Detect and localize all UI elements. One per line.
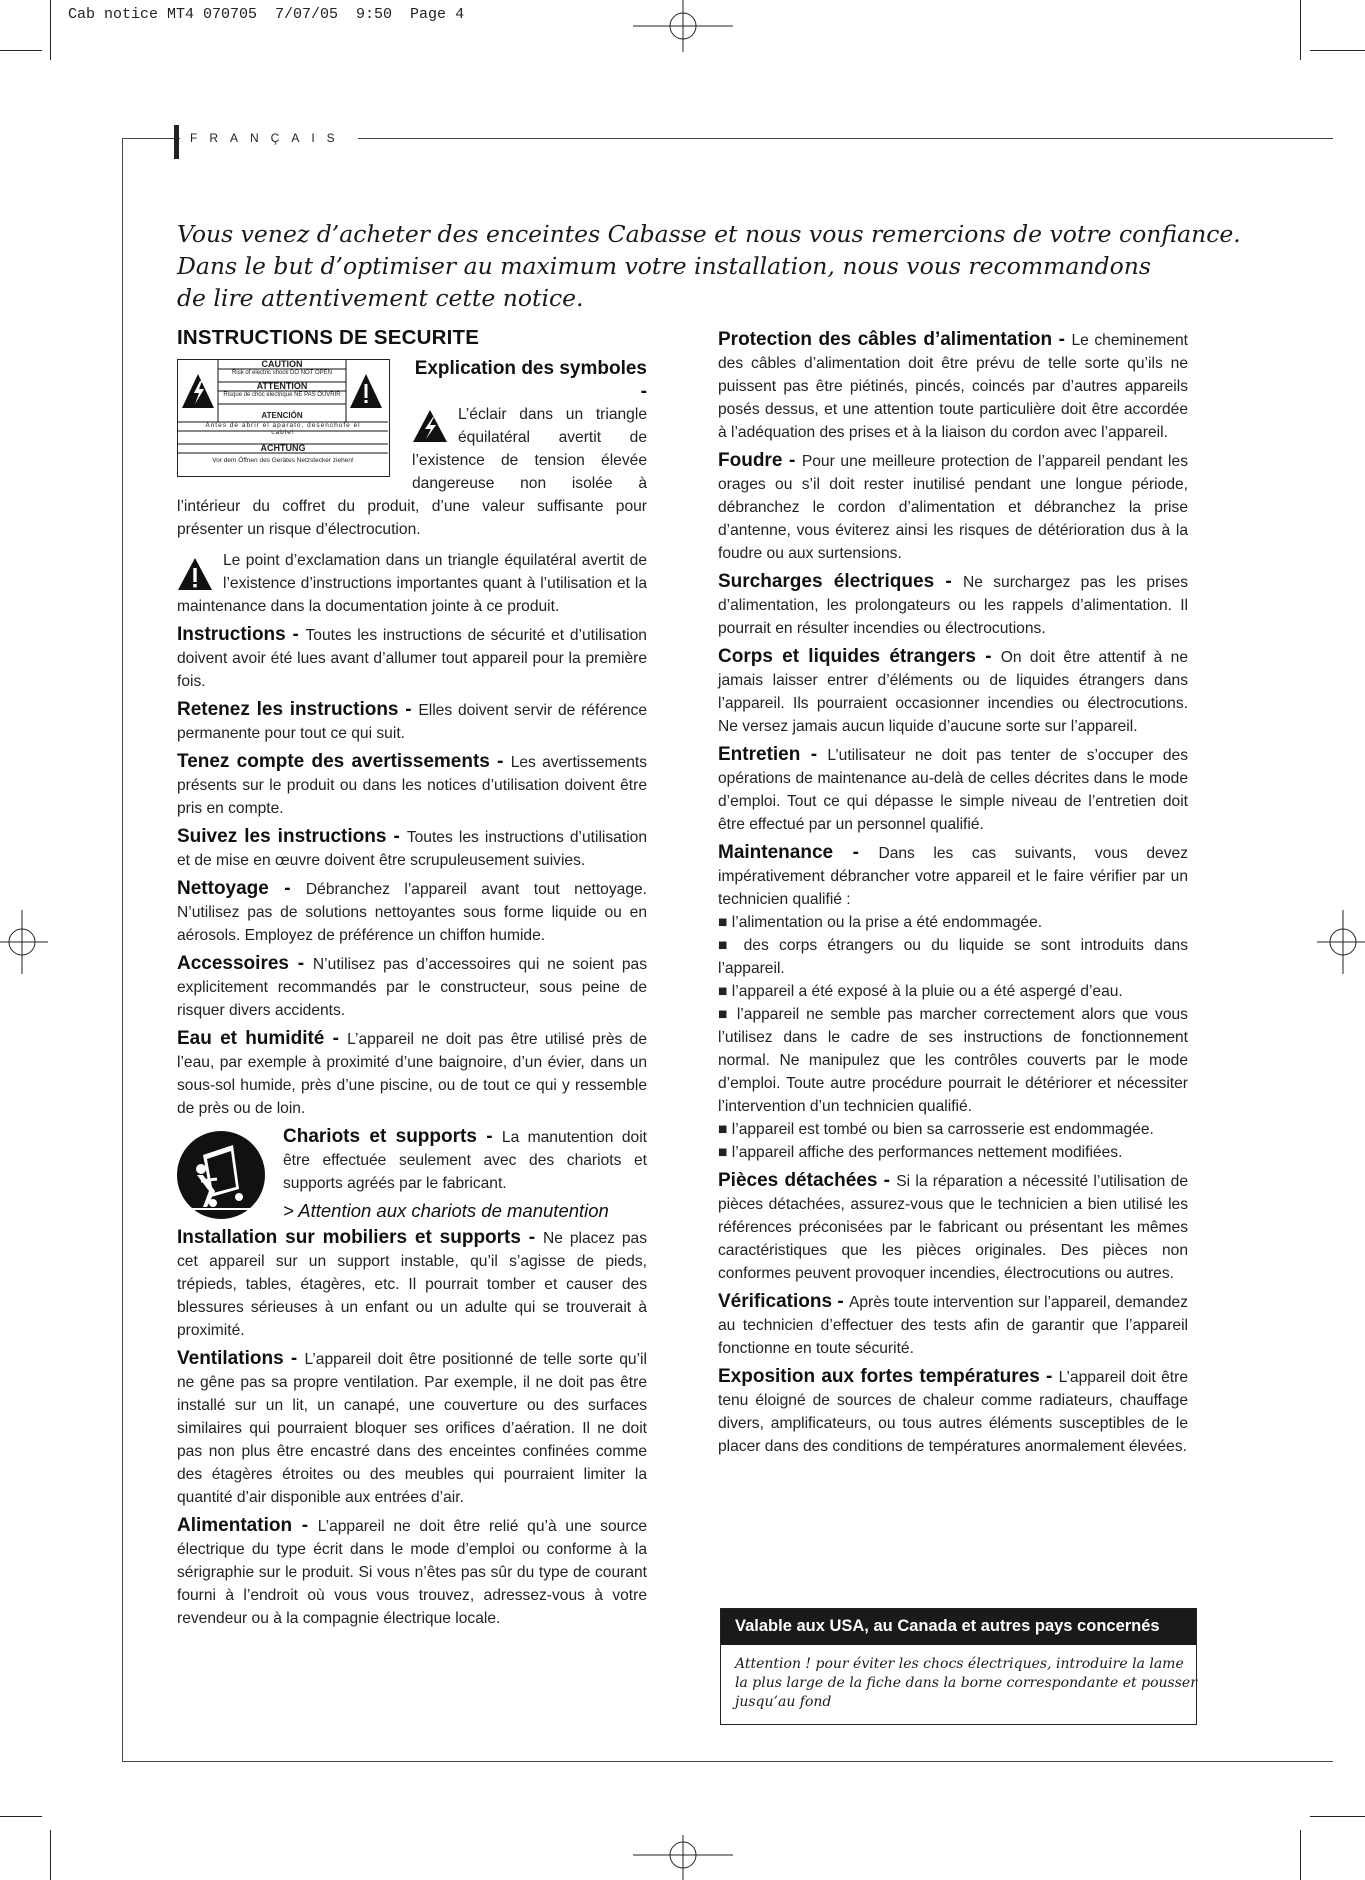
section-cables: Protection des câbles d’alimentation - Le cheminement des câbles d’alimentation doit être prévu de telle sorte qu’ils ne puissent pas être piétinés, pincés, coincés par d’autres appareils posés dessus, et une attention toute particulière doit être accordée à l’adéquation des prises et à la liaison du cordon avec l’appareil. bbox=[718, 329, 1188, 441]
list-item: ■ des corps étrangers ou du liquide se sont introduits dans l’appareil. bbox=[718, 937, 1188, 977]
list-item: ■ l’appareil ne semble pas marcher correctement alors que vous l’utilisez dans le cadre de ses instructions de fonctionnement normal. Ne manipulez que les contrôles couverts par le mode d’emploi. Toute autre procédure pourrait le détériorer et nécessiter l’intervention d’un technicien qualifié. bbox=[718, 1006, 1188, 1115]
symbols-block bbox=[177, 357, 647, 541]
intro-line: Vous venez d’acheter des enceintes Cabasse et nous vous remercions de votre confiance. bbox=[177, 220, 1241, 248]
section-entretien: Entretien - L’utilisateur ne doit pas tenter de s’occuper des opérations de maintenance au-delà de celles décrites dans le mode d’emploi. Tout ce qui dépasse le simple niveau de l’entretien doit être effectué par un personnel qualifié. bbox=[718, 744, 1188, 833]
section-temperatures: Exposition aux fortes températures - L’appareil doit être tenu éloigné de sources de chaleur comme radiateurs, chauffage divers, amplificateurs, ou tous autres éléments susceptibles de le placer dans des conditions de températures anormalement élevées. bbox=[718, 1366, 1189, 1455]
section-title: INSTRUCTIONS DE SECURITE bbox=[177, 326, 480, 349]
crop-mark bbox=[1300, 0, 1301, 60]
frame-line bbox=[358, 138, 1333, 139]
caution-sub: Risk of electric shock DO NOT OPEN bbox=[232, 370, 332, 376]
achtung-sub: Vor dem Öffnen des Gerätes Netzstecker ziehen! bbox=[212, 457, 354, 464]
crop-mark bbox=[1310, 50, 1365, 51]
crop-mark bbox=[50, 1830, 51, 1880]
crop-mark bbox=[1310, 1816, 1365, 1817]
section-accessoires: Accessoires - N’utilisez pas d’accessoires qui ne soient pas explicitement recommandés par le constructeur, sous peine de risquer divers accidents. bbox=[177, 953, 648, 1019]
section-suivez: Suivez les instructions - Toutes les instructions d’utilisation et de mise en œuvre doivent être scrupuleusement suivies. bbox=[177, 826, 647, 869]
intro-line: de lire attentivement cette notice. bbox=[177, 284, 584, 312]
trolley-heading: Chariots et supports - bbox=[283, 1126, 502, 1147]
section-foudre: Foudre - Pour une meilleure protection de l’appareil pendant les orages ou s’il doit rester inutilisé pendant une longue période, débranchez le cordon d’alimentation et débranchez la prise d’antenne, vous éviterez ainsi les risques de détérioration dus à la foudre ou aux surtensions. bbox=[718, 450, 1188, 562]
usa-notice-box bbox=[720, 1608, 1197, 1725]
exclamation-paragraph bbox=[177, 549, 647, 618]
list-item: ■ l’appareil est tombé ou bien sa carrosserie est endommagée. bbox=[718, 1121, 1154, 1138]
section-nettoyage: Nettoyage - Débranchez l’appareil avant tout nettoyage. N’utilisez pas de solutions nettoyantes sous forme liquide ou en aérosols. Employez de préférence un chiffon humide. bbox=[177, 878, 647, 944]
list-item: ■ l’alimentation ou la prise a été endommagée. bbox=[718, 914, 1043, 931]
cart-warning-icon bbox=[177, 1129, 271, 1221]
crop-mark bbox=[1300, 1830, 1301, 1880]
symbols-text: L’éclair dans un triangle équilatéral avertit de l’existence de tension élevée dangereuse non isolée à l’intérieur du coffret du produit, d’une valeur suffisante pour présenter un risque d’électrocution. bbox=[177, 406, 647, 538]
caution-title: CAUTION bbox=[261, 359, 303, 369]
section-verifications: Vérifications - Après toute intervention sur l’appareil, demandez au technicien d’effectuer des tests afin de garantir que l’appareil fonctionne en toute sécurité. bbox=[718, 1291, 1188, 1357]
crop-mark bbox=[50, 0, 51, 60]
frame-line bbox=[122, 1761, 1333, 1762]
registration-mark-icon bbox=[633, 0, 733, 52]
list-item: ■ l’appareil affiche des performances nettement modifiées. bbox=[718, 1144, 1123, 1161]
notice-line: Attention ! pour éviter les chocs électriques, introduire la lame bbox=[735, 1656, 1184, 1672]
left-column bbox=[177, 326, 647, 1635]
trolley-note: > Attention aux chariots de manutention bbox=[283, 1200, 609, 1221]
language-label: FRANÇAIS bbox=[190, 131, 347, 145]
frame-line bbox=[122, 138, 180, 139]
language-marker bbox=[174, 125, 179, 159]
notice-title: Valable aux USA, au Canada et autres pays concernés bbox=[721, 1609, 1196, 1645]
trolley-block bbox=[177, 1125, 647, 1222]
section-ventilations: Ventilations - L’appareil doit être positionné de telle sorte qu’il ne gêne pas sa propre ventilation. Par exemple, il ne doit pas être installé sur un lit, un canapé, une couverture ou des surfaces similaires qui pourraient bloquer ses orifices d’aération. Il ne doit pas non plus être encastré dans des enceintes confinées comme des étagères étroites ou des meubles qui pourraient limiter la quantité d’air disponible aux entrées d’air. bbox=[177, 1348, 647, 1506]
section-avertissements: Tenez compte des avertissements - Les avertissements présents sur le produit ou dans les notices d’utilisation doivent être pris en compte. bbox=[177, 751, 647, 817]
symbols-title: Explication des symboles - bbox=[414, 358, 647, 402]
notice-line: la plus large de la fiche dans la borne correspondante et pousser bbox=[735, 1675, 1197, 1691]
registration-mark-icon bbox=[633, 1835, 733, 1880]
crop-mark bbox=[0, 50, 42, 51]
right-column bbox=[718, 328, 1188, 1463]
section-eau: Eau et humidité - L’appareil ne doit pas être utilisé près de l’eau, par exemple à proximité d’une baignoire, d’un évier, dans un sous-sol humide, près d’une piscine, ou de tout ce qui y ressemble de près ou de loin. bbox=[177, 1028, 647, 1117]
section-installation: Installation sur mobiliers et supports - Ne placez pas cet appareil sur un support instable, qu’il s’agisse de pieds, trépieds, tables, étagères, etc. Il pourrait tomber et causer des blessures sérieuses à un enfant ou un adulte qui se trouverait à proximité. bbox=[177, 1227, 647, 1339]
print-slug: Cab notice MT4 070705 7/07/05 9:50 Page 4 bbox=[68, 6, 465, 23]
section-instructions: Instructions - Toutes les instructions de sécurité et d’utilisation doivent avoir été lues avant d’allumer tout appareil pour la première fois. bbox=[177, 624, 647, 690]
atencion-title: ATENCIÓN bbox=[261, 411, 303, 420]
list-item: ■ l’appareil a été exposé à la pluie ou a été aspergé d’eau. bbox=[718, 983, 1123, 1000]
attention-title: ATTENTION bbox=[256, 381, 308, 391]
section-pieces: Pièces détachées - Si la réparation a nécessité l’utilisation de pièces détachées, assurez-vous que le technicien a bien utilisé les références préconisées par le fabricant ou présentant les mêmes caractéristiques que les pièces originales. Des pièces non conformes peuvent provoquer incendies, électrocutions ou autres. bbox=[718, 1170, 1188, 1282]
trolley-text: La manutention doit être effectuée seulement avec des chariots et supports agréés par le fabricant. bbox=[283, 1129, 647, 1192]
section-retenez: Retenez les instructions - Elles doivent servir de référence permanente pour tout ce qui suit. bbox=[177, 699, 647, 742]
section-maintenance: Maintenance - Dans les cas suivants, vous devez impérativement débrancher votre appareil et le faire vérifier par un technicien qualifié : bbox=[718, 842, 1188, 908]
section-surcharges: Surcharges électriques - Ne surchargez pas les prises d’alimentation, les prolongateurs ou les rappels d’alimentation. Il pourrait en résulter incendies ou électrocutions. bbox=[718, 571, 1188, 637]
notice-line: jusqu’au fond bbox=[735, 1694, 832, 1710]
atencion-sub: Antes de abrir el aparato, desenchufe el cable! bbox=[205, 422, 361, 436]
section-alimentation: Alimentation - L’appareil ne doit être relié qu’à une source électrique du type écrit dans le mode d’emploi ou conforme à la sérigraphie sur le produit. Si vous n’êtes pas sûr du type de courant fourni à l’endroit où vous vous trouvez, adressez-vous à votre revendeur ou à la compagnie électrique locale. bbox=[177, 1515, 647, 1627]
caution-label bbox=[177, 359, 390, 477]
exclamation-triangle-icon bbox=[177, 557, 213, 591]
achtung-title: ACHTUNG bbox=[260, 443, 306, 453]
section-corps: Corps et liquides étrangers - On doit être attentif à ne jamais laisser entrer d’éléments ou de liquides étrangers dans l’appareil. Ils pourraient occasionner incendies ou électrocutions. Ne versez jamais aucun liquide d’aucune sorte sur l’appareil. bbox=[718, 646, 1188, 735]
intro-paragraph bbox=[177, 218, 1241, 314]
crop-mark bbox=[0, 1816, 42, 1817]
registration-mark-icon bbox=[1317, 910, 1365, 974]
attention-sub: Risque de choc electrique NE PAS OUVRIR bbox=[223, 392, 341, 398]
intro-line: Dans le but d’optimiser au maximum votre installation, nous vous recommandons bbox=[177, 252, 1151, 280]
frame-line bbox=[122, 138, 123, 1762]
lightning-triangle-icon bbox=[412, 409, 448, 443]
exclamation-text: Le point d’exclamation dans un triangle équilatéral avertit de l’existence d’instructions importantes quant à l’utilisation et la maintenance dans la documentation jointe à ce produit. bbox=[177, 552, 647, 615]
registration-mark-icon bbox=[0, 910, 48, 974]
notice-body bbox=[721, 1645, 1196, 1724]
